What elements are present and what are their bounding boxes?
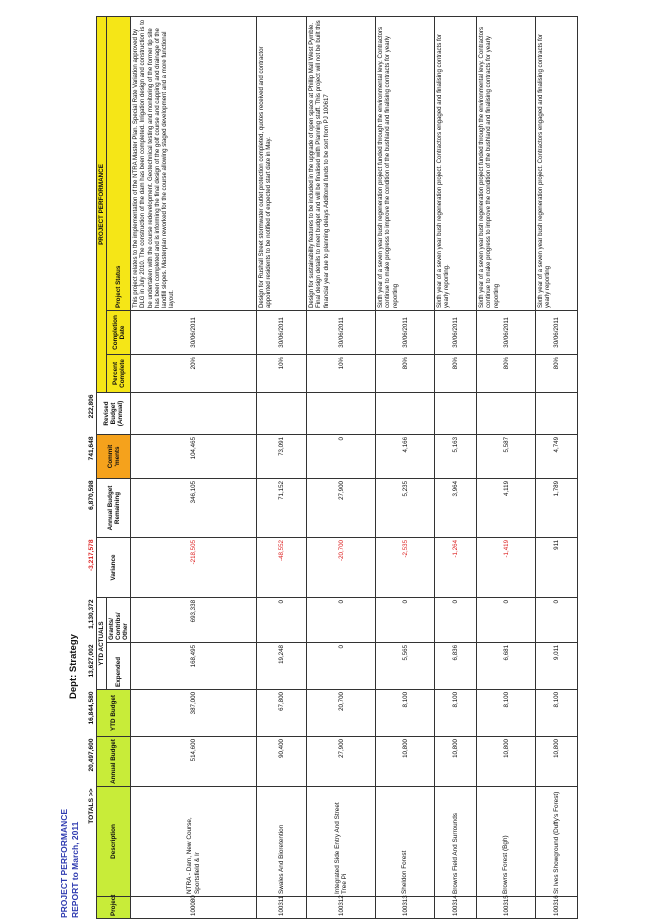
header-completion-date: Completion Date: [107, 310, 131, 354]
table-row: [257, 16, 307, 918]
cell-project: 100313: [376, 897, 435, 919]
cell-expended: 6,681: [477, 642, 536, 689]
cell-grants: 0: [477, 597, 536, 642]
cell-completion-date: 30/06/2011: [435, 310, 477, 354]
cell-project-status: Sixth year of a seven year bush regeneration project. Contractors engaged and finalising contracts for yearly reporting: [536, 16, 578, 310]
totals-commitments: 741,648: [88, 436, 95, 461]
cell-completion-date: 30/06/2011: [131, 310, 257, 354]
cell-annual-remaining: 3,964: [435, 478, 477, 537]
header-revised-budget: Revised Budget (Annual): [97, 392, 131, 434]
cell-ytd-budget: 8,100: [435, 689, 477, 736]
cell-percent-complete: 80%: [536, 354, 578, 392]
table-row: [307, 16, 376, 918]
header-ytd-budget: YTD Budget: [97, 689, 131, 736]
cell-grants: 0: [435, 597, 477, 642]
cell-completion-date: 30/06/2011: [307, 310, 376, 354]
cell-ytd-budget: 67,800: [257, 689, 307, 736]
cell-grants: 0: [376, 597, 435, 642]
cell-annual-budget: 514,600: [131, 736, 257, 786]
cell-description: NTRA - Dam, New Course, Sportsfield & Ir: [131, 786, 257, 896]
cell-project-status: This project relates to the implementation of the NTRA Master Plan. Special Rate Variation approved by DLG in July 2010. The construction of the dam has been completed. Irrigation design and construction is to be undertaken with the course redevelopment. Geotechnical testing and monitoring of the former tip site has been completed and is informing the final design of the golf course and capping and drainage of the landfill slopes. Masterplan reworked for the course allowing staged development and a more functional layout.: [131, 16, 257, 310]
header-project: Project: [97, 897, 131, 919]
cell-grants: 0: [257, 597, 307, 642]
header-row-1: [97, 16, 107, 918]
cell-description: Sheldon Forest: [376, 786, 435, 896]
cell-commitments: 104,465: [131, 434, 257, 478]
table-row: [131, 16, 257, 918]
cell-project-status: Sixth year of a seven year bush regeneration project funded through the environmental levy. Contractors continue to make progress to improve the condition of the bushland and finalising contracts for yearly reporting: [477, 16, 536, 310]
cell-commitments: 5,163: [435, 434, 477, 478]
cell-description: St Ives Showground (Duffy's Forest): [536, 786, 578, 896]
cell-revised-budget: [435, 392, 477, 434]
cell-ytd-budget: 8,100: [536, 689, 578, 736]
cell-annual-remaining: 346,105: [131, 478, 257, 537]
cell-ytd-budget: 8,100: [376, 689, 435, 736]
cell-variance: -2,535: [376, 537, 435, 597]
cell-annual-budget: 10,800: [435, 736, 477, 786]
cell-grants: 0: [307, 597, 376, 642]
cell-percent-complete: 80%: [376, 354, 435, 392]
table-row: [536, 16, 578, 918]
cell-expended: 168,495: [131, 642, 257, 689]
cell-revised-budget: [536, 392, 578, 434]
cell-completion-date: 30/06/2011: [257, 310, 307, 354]
cell-description: Integrated Side Entry And Street Tree Pi: [307, 786, 376, 896]
cell-commitments: 5,587: [477, 434, 536, 478]
cell-variance: -1,264: [435, 537, 477, 597]
cell-percent-complete: 80%: [477, 354, 536, 392]
cell-revised-budget: [477, 392, 536, 434]
cell-expended: 19,248: [257, 642, 307, 689]
cell-variance: -48,552: [257, 537, 307, 597]
table-row: [376, 16, 435, 918]
report-title: [59, 798, 81, 918]
cell-annual-remaining: 5,235: [376, 478, 435, 537]
cell-revised-budget: [257, 392, 307, 434]
cell-annual-budget: 10,800: [477, 736, 536, 786]
cell-ytd-budget: 387,000: [131, 689, 257, 736]
cell-project: 100311: [257, 897, 307, 919]
cell-completion-date: 30/06/2011: [536, 310, 578, 354]
cell-expended: 9,011: [536, 642, 578, 689]
totals-annual-remaining: 6,870,598: [88, 480, 95, 510]
cell-commitments: 4,749: [536, 434, 578, 478]
header-project-status: Project Status: [107, 16, 131, 310]
cell-annual-remaining: 4,119: [477, 478, 536, 537]
cell-grants: 693,338: [131, 597, 257, 642]
cell-annual-remaining: 71,152: [257, 478, 307, 537]
header-variance: Variance: [97, 537, 131, 597]
totals-label: TOTALS >>: [88, 788, 95, 824]
cell-ytd-budget: 20,700: [307, 689, 376, 736]
report-title-line1: PROJECT PERFORMANCE: [59, 808, 69, 918]
cell-revised-budget: [376, 392, 435, 434]
cell-annual-budget: 90,400: [257, 736, 307, 786]
cell-description: Browns Forest (Bgh): [477, 786, 536, 896]
cell-project: 100314: [435, 897, 477, 919]
cell-variance: -20,700: [307, 537, 376, 597]
cell-expended: 0: [307, 642, 376, 689]
totals-grants: 1,130,372: [88, 599, 95, 629]
cell-project: 100316: [536, 897, 578, 919]
totals-variance: -3,217,578: [88, 539, 95, 572]
cell-annual-budget: 27,900: [307, 736, 376, 786]
cell-annual-budget: 10,800: [376, 736, 435, 786]
cell-percent-complete: 80%: [435, 354, 477, 392]
cell-percent-complete: 10%: [307, 354, 376, 392]
cell-variance: -1,419: [477, 537, 536, 597]
header-annual-remaining: Annual Budget Remaining: [97, 478, 131, 537]
cell-project: 100312: [307, 897, 376, 919]
cell-grants: 0: [536, 597, 578, 642]
cell-revised-budget: [131, 392, 257, 434]
header-grants: Grants/ Contribs/ Other: [107, 597, 131, 642]
report-title-line2: REPORT to March, 2011: [70, 821, 80, 918]
header-annual-budget: Annual Budget: [97, 736, 131, 786]
cell-project: 100080: [131, 897, 257, 919]
cell-annual-remaining: 27,900: [307, 478, 376, 537]
cell-percent-complete: 10%: [257, 354, 307, 392]
cell-percent-complete: 20%: [131, 354, 257, 392]
cell-revised-budget: [307, 392, 376, 434]
cell-variance: 911: [536, 537, 578, 597]
cell-variance: -218,505: [131, 537, 257, 597]
cell-annual-budget: 10,800: [536, 736, 578, 786]
cell-expended: 5,565: [376, 642, 435, 689]
cell-project-status: Design for sustainability features to be included in the upgrade of open space at Phillip Mall West Pymble. Final design details to meet budget and will be finalised with Planning staff. This project will not be built this financial year due to planning delays Additonal funds to be sort from PJ 100617: [307, 16, 376, 310]
cell-ytd-budget: 8,100: [477, 689, 536, 736]
header-ytd-actuals: YTD ACTUALS: [97, 597, 107, 689]
cell-completion-date: 30/06/2011: [477, 310, 536, 354]
totals-annual-budget: 20,497,600: [88, 738, 95, 772]
header-percent-complete: Percent Complete: [107, 354, 131, 392]
cell-project: 100315: [477, 897, 536, 919]
cell-expended: 6,836: [435, 642, 477, 689]
header-description: Description: [97, 786, 131, 896]
totals-row: [87, 16, 97, 918]
cell-description: Swales And Bioretention: [257, 786, 307, 896]
table-row: [435, 16, 477, 918]
cell-commitments: 73,091: [257, 434, 307, 478]
totals-revised-budget: 222,806: [88, 394, 95, 419]
cell-description: Browns Field And Surrounds: [435, 786, 477, 896]
totals-ytd-budget: 16,844,580: [88, 691, 95, 725]
header-project-performance: PROJECT PERFORMANCE: [97, 16, 107, 392]
totals-expended: 13,627,002: [88, 644, 95, 678]
project-performance-table: [87, 16, 578, 919]
dept-label: Dept: Strategy: [68, 634, 79, 699]
cell-project-status: Design for Rushall Street stormwater outlet protection completed, quotes received and contractor appointed residents to be notified of expected start date in May.: [257, 16, 307, 310]
cell-commitments: 4,166: [376, 434, 435, 478]
cell-annual-remaining: 1,789: [536, 478, 578, 537]
cell-completion-date: 30/06/2011: [376, 310, 435, 354]
header-commitments: Commit 'ments: [97, 434, 131, 478]
header-expended: Expended: [107, 642, 131, 689]
cell-project-status: Sixth year of a seven year bush regeneration project. Contractors engaged and finalising contracts for yearly reporting.: [435, 16, 477, 310]
cell-commitments: 0: [307, 434, 376, 478]
table-row: [477, 16, 536, 918]
cell-project-status: Sixth year of a seven year bush regeneration project funded through the environmental levy. Contractors continue to make progress to improve the condition of the bushland and finalising contracts for yearly reporting: [376, 16, 435, 310]
